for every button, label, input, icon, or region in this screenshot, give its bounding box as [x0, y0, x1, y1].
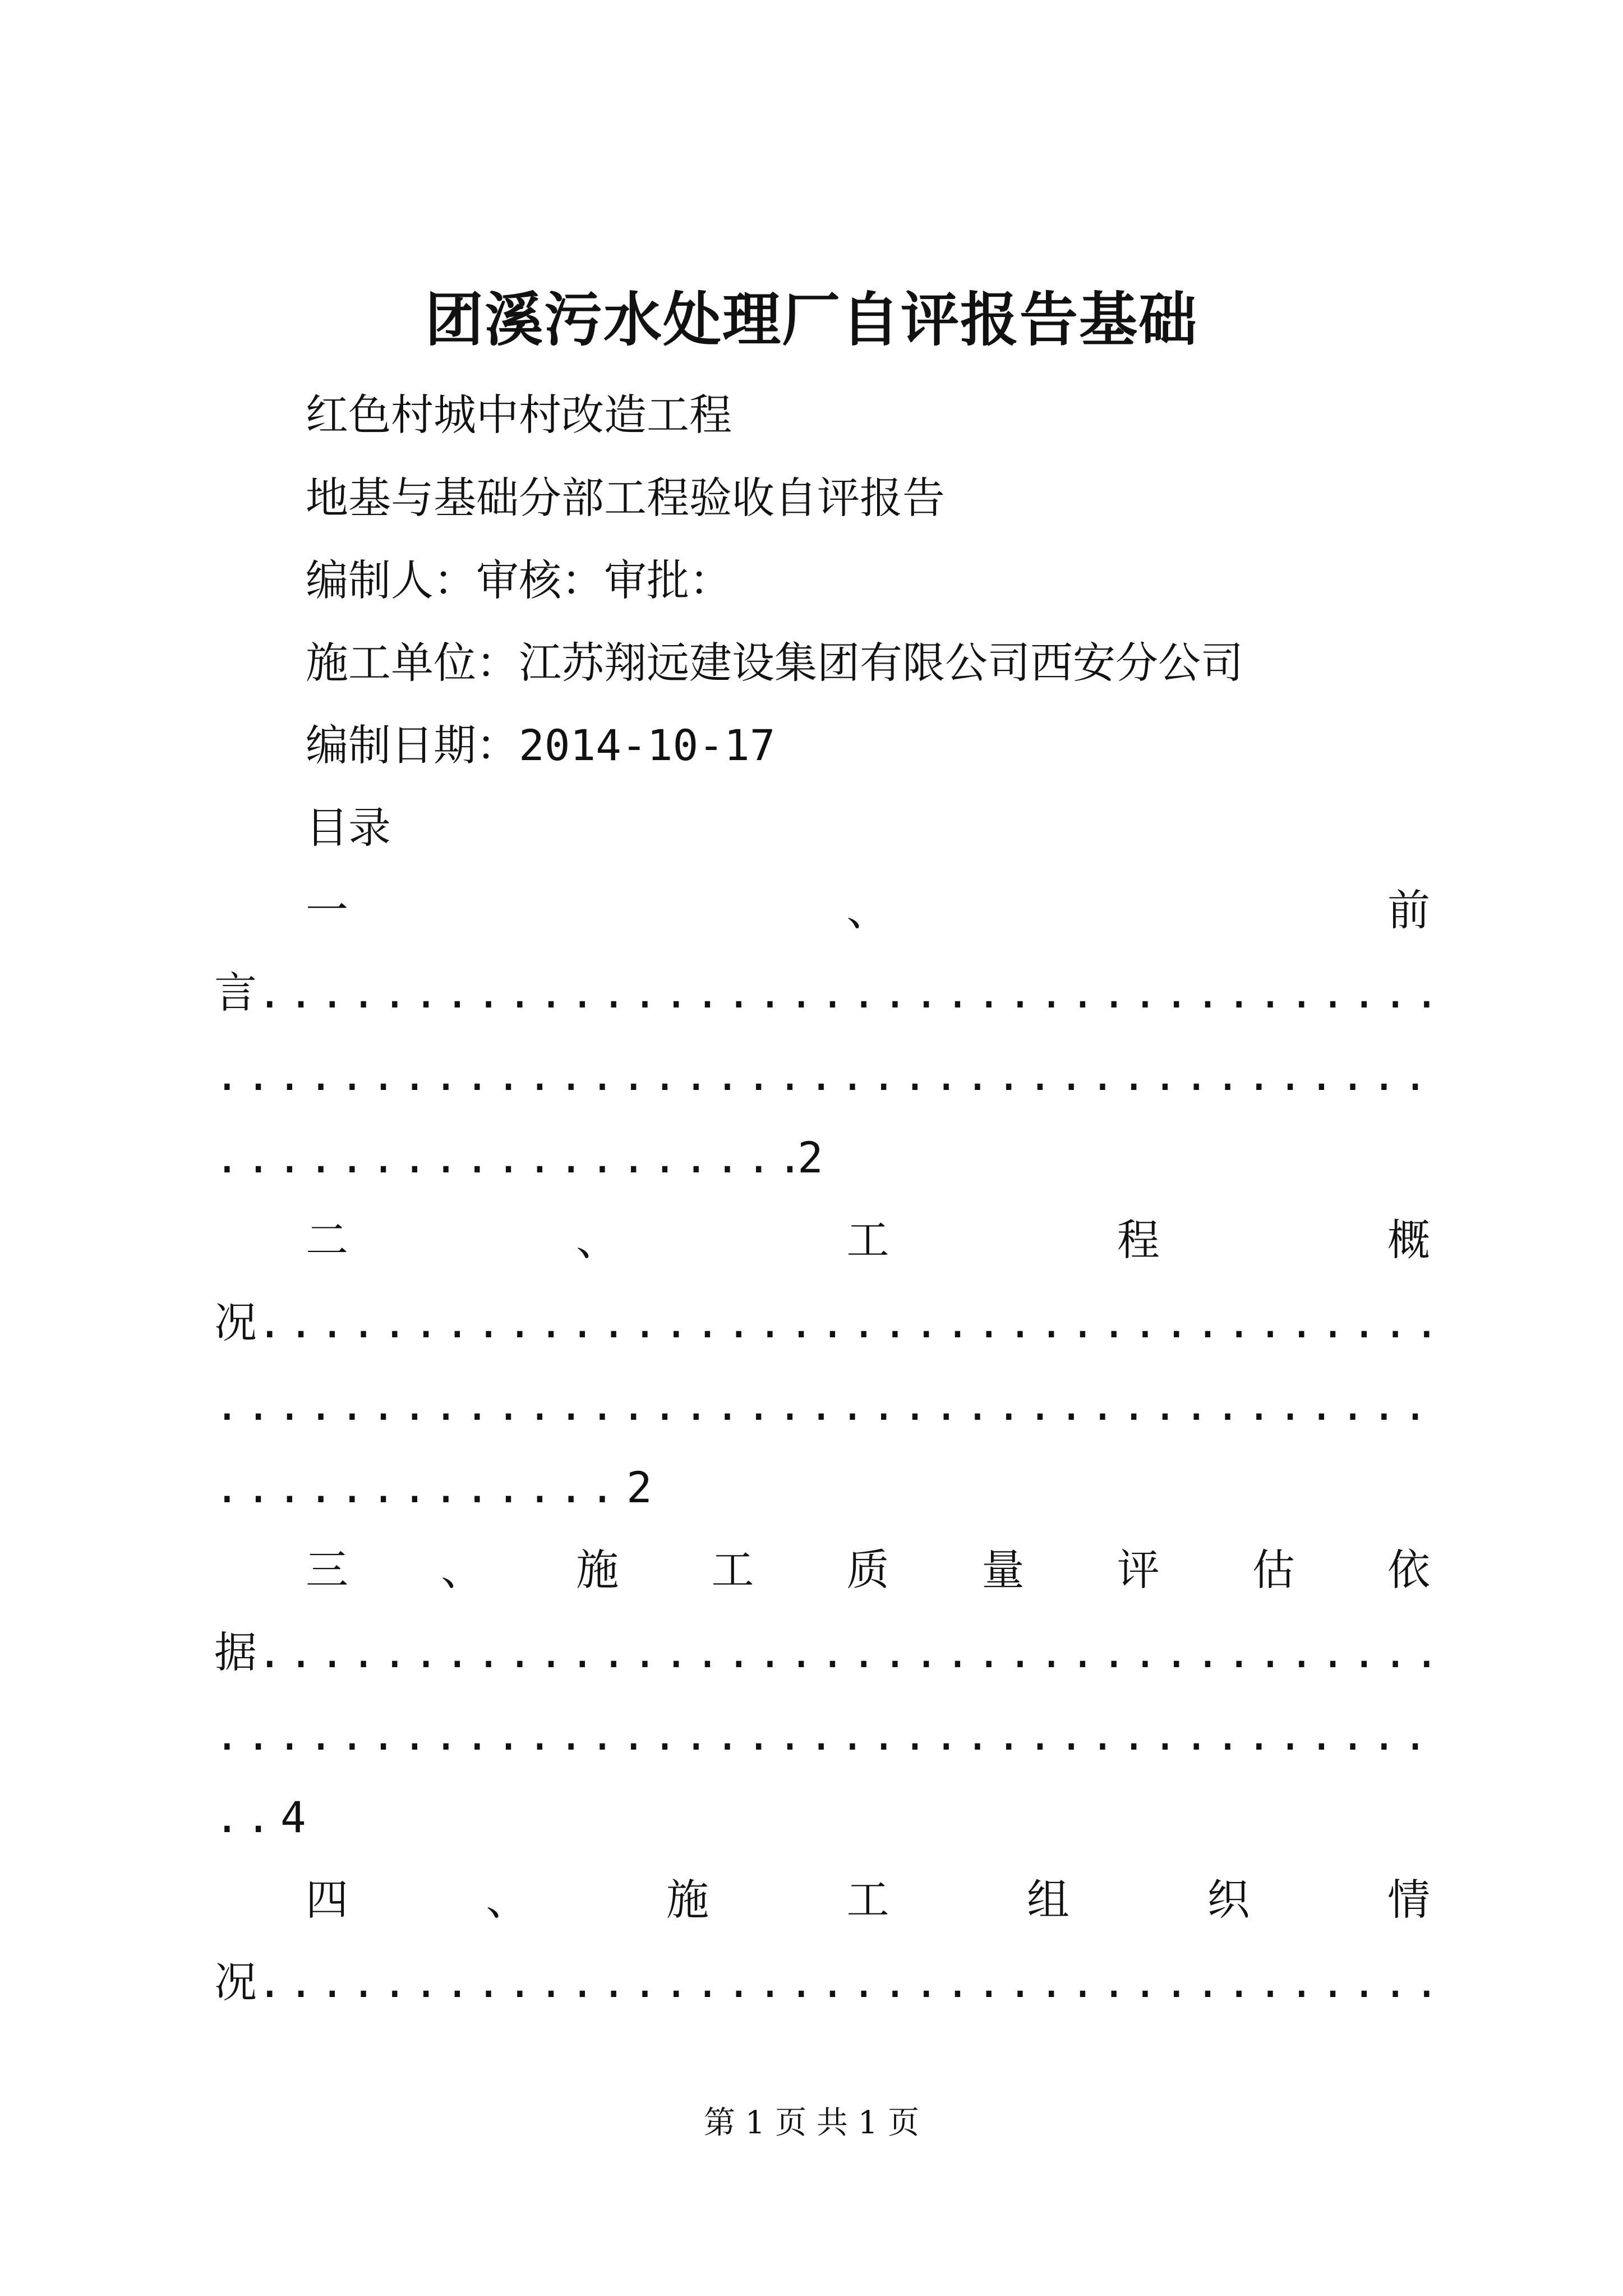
dot-leader	[214, 1130, 797, 1186]
toc-entry-1-heading[interactable]	[306, 882, 1430, 938]
toc-entry-1-leader-3	[214, 1130, 823, 1186]
toc-char: 、	[441, 1545, 484, 1595]
toc-char: 概	[1387, 1215, 1430, 1265]
toc-entry-3-heading[interactable]	[306, 1542, 1430, 1598]
toc-char: 施	[666, 1875, 709, 1925]
dot-leader	[257, 1295, 1440, 1351]
toc-char: 依	[1387, 1545, 1430, 1595]
toc-entry-3-leader-2	[214, 1707, 1440, 1763]
toc-char: 、	[846, 885, 889, 935]
compile-date: 编制日期：2014-10-17	[306, 720, 776, 770]
toc-entry-1-leader-1	[214, 965, 1440, 1021]
toc-heading: 目录	[306, 803, 391, 853]
dot-leader	[214, 1460, 626, 1516]
toc-char: 、	[486, 1875, 529, 1925]
toc-char: 情	[1387, 1875, 1430, 1925]
toc-page-number: 2	[626, 1462, 652, 1512]
toc-char: 工	[846, 1875, 889, 1925]
toc-char: 量	[981, 1545, 1025, 1595]
toc-char: 估	[1252, 1545, 1295, 1595]
toc-char: 二	[306, 1215, 348, 1265]
report-subtitle: 地基与基础分部工程验收自评报告	[306, 473, 945, 523]
project-name: 红色村城中村改造工程	[306, 390, 732, 440]
toc-char: 施	[576, 1545, 619, 1595]
toc-continuation: 据	[214, 1627, 257, 1677]
toc-continuation: 况	[214, 1957, 257, 2007]
toc-entry-1-leader-2	[214, 1047, 1440, 1103]
toc-char: 评	[1117, 1545, 1160, 1595]
toc-char: 前	[1387, 885, 1430, 935]
dot-leader	[214, 1047, 1440, 1103]
toc-page-number: 4	[280, 1792, 306, 1842]
toc-entry-4-leader-1	[214, 1954, 1440, 2010]
dot-leader	[214, 1789, 280, 1846]
toc-entry-2-leader-2	[214, 1377, 1440, 1433]
toc-char: 工	[711, 1545, 754, 1595]
toc-char: 工	[846, 1215, 889, 1265]
dot-leader	[214, 1377, 1440, 1433]
toc-entry-4-heading[interactable]	[306, 1872, 1430, 1928]
toc-char: 组	[1027, 1875, 1069, 1925]
dot-leader	[257, 1954, 1440, 2010]
construction-unit: 施工单位：江苏翔远建设集团有限公司西安分公司	[306, 638, 1243, 688]
document-title: 团溪污水处理厂自评报告基础	[425, 285, 1198, 354]
toc-continuation: 况	[214, 1297, 257, 1347]
toc-continuation: 言	[214, 968, 257, 1018]
toc-page-number: 2	[797, 1133, 823, 1182]
toc-entry-3-leader-3	[214, 1789, 306, 1846]
toc-entry-3-leader-1	[214, 1625, 1440, 1681]
dot-leader	[257, 965, 1440, 1021]
toc-char: 一	[306, 885, 348, 935]
toc-entry-2-leader-1	[214, 1295, 1440, 1351]
signature-line: 编制人：审核：审批：	[306, 555, 732, 605]
toc-entry-2-leader-3	[214, 1460, 652, 1516]
toc-char: 、	[576, 1215, 619, 1265]
toc-entry-2-heading[interactable]	[306, 1212, 1430, 1268]
toc-char: 程	[1117, 1215, 1160, 1265]
toc-char: 三	[306, 1545, 348, 1595]
toc-char: 质	[846, 1545, 889, 1595]
dot-leader	[257, 1625, 1440, 1681]
page-footer: 第 1 页 共 1 页	[703, 2105, 920, 2141]
toc-char: 织	[1207, 1875, 1250, 1925]
dot-leader	[214, 1707, 1440, 1763]
toc-char: 四	[306, 1875, 348, 1925]
